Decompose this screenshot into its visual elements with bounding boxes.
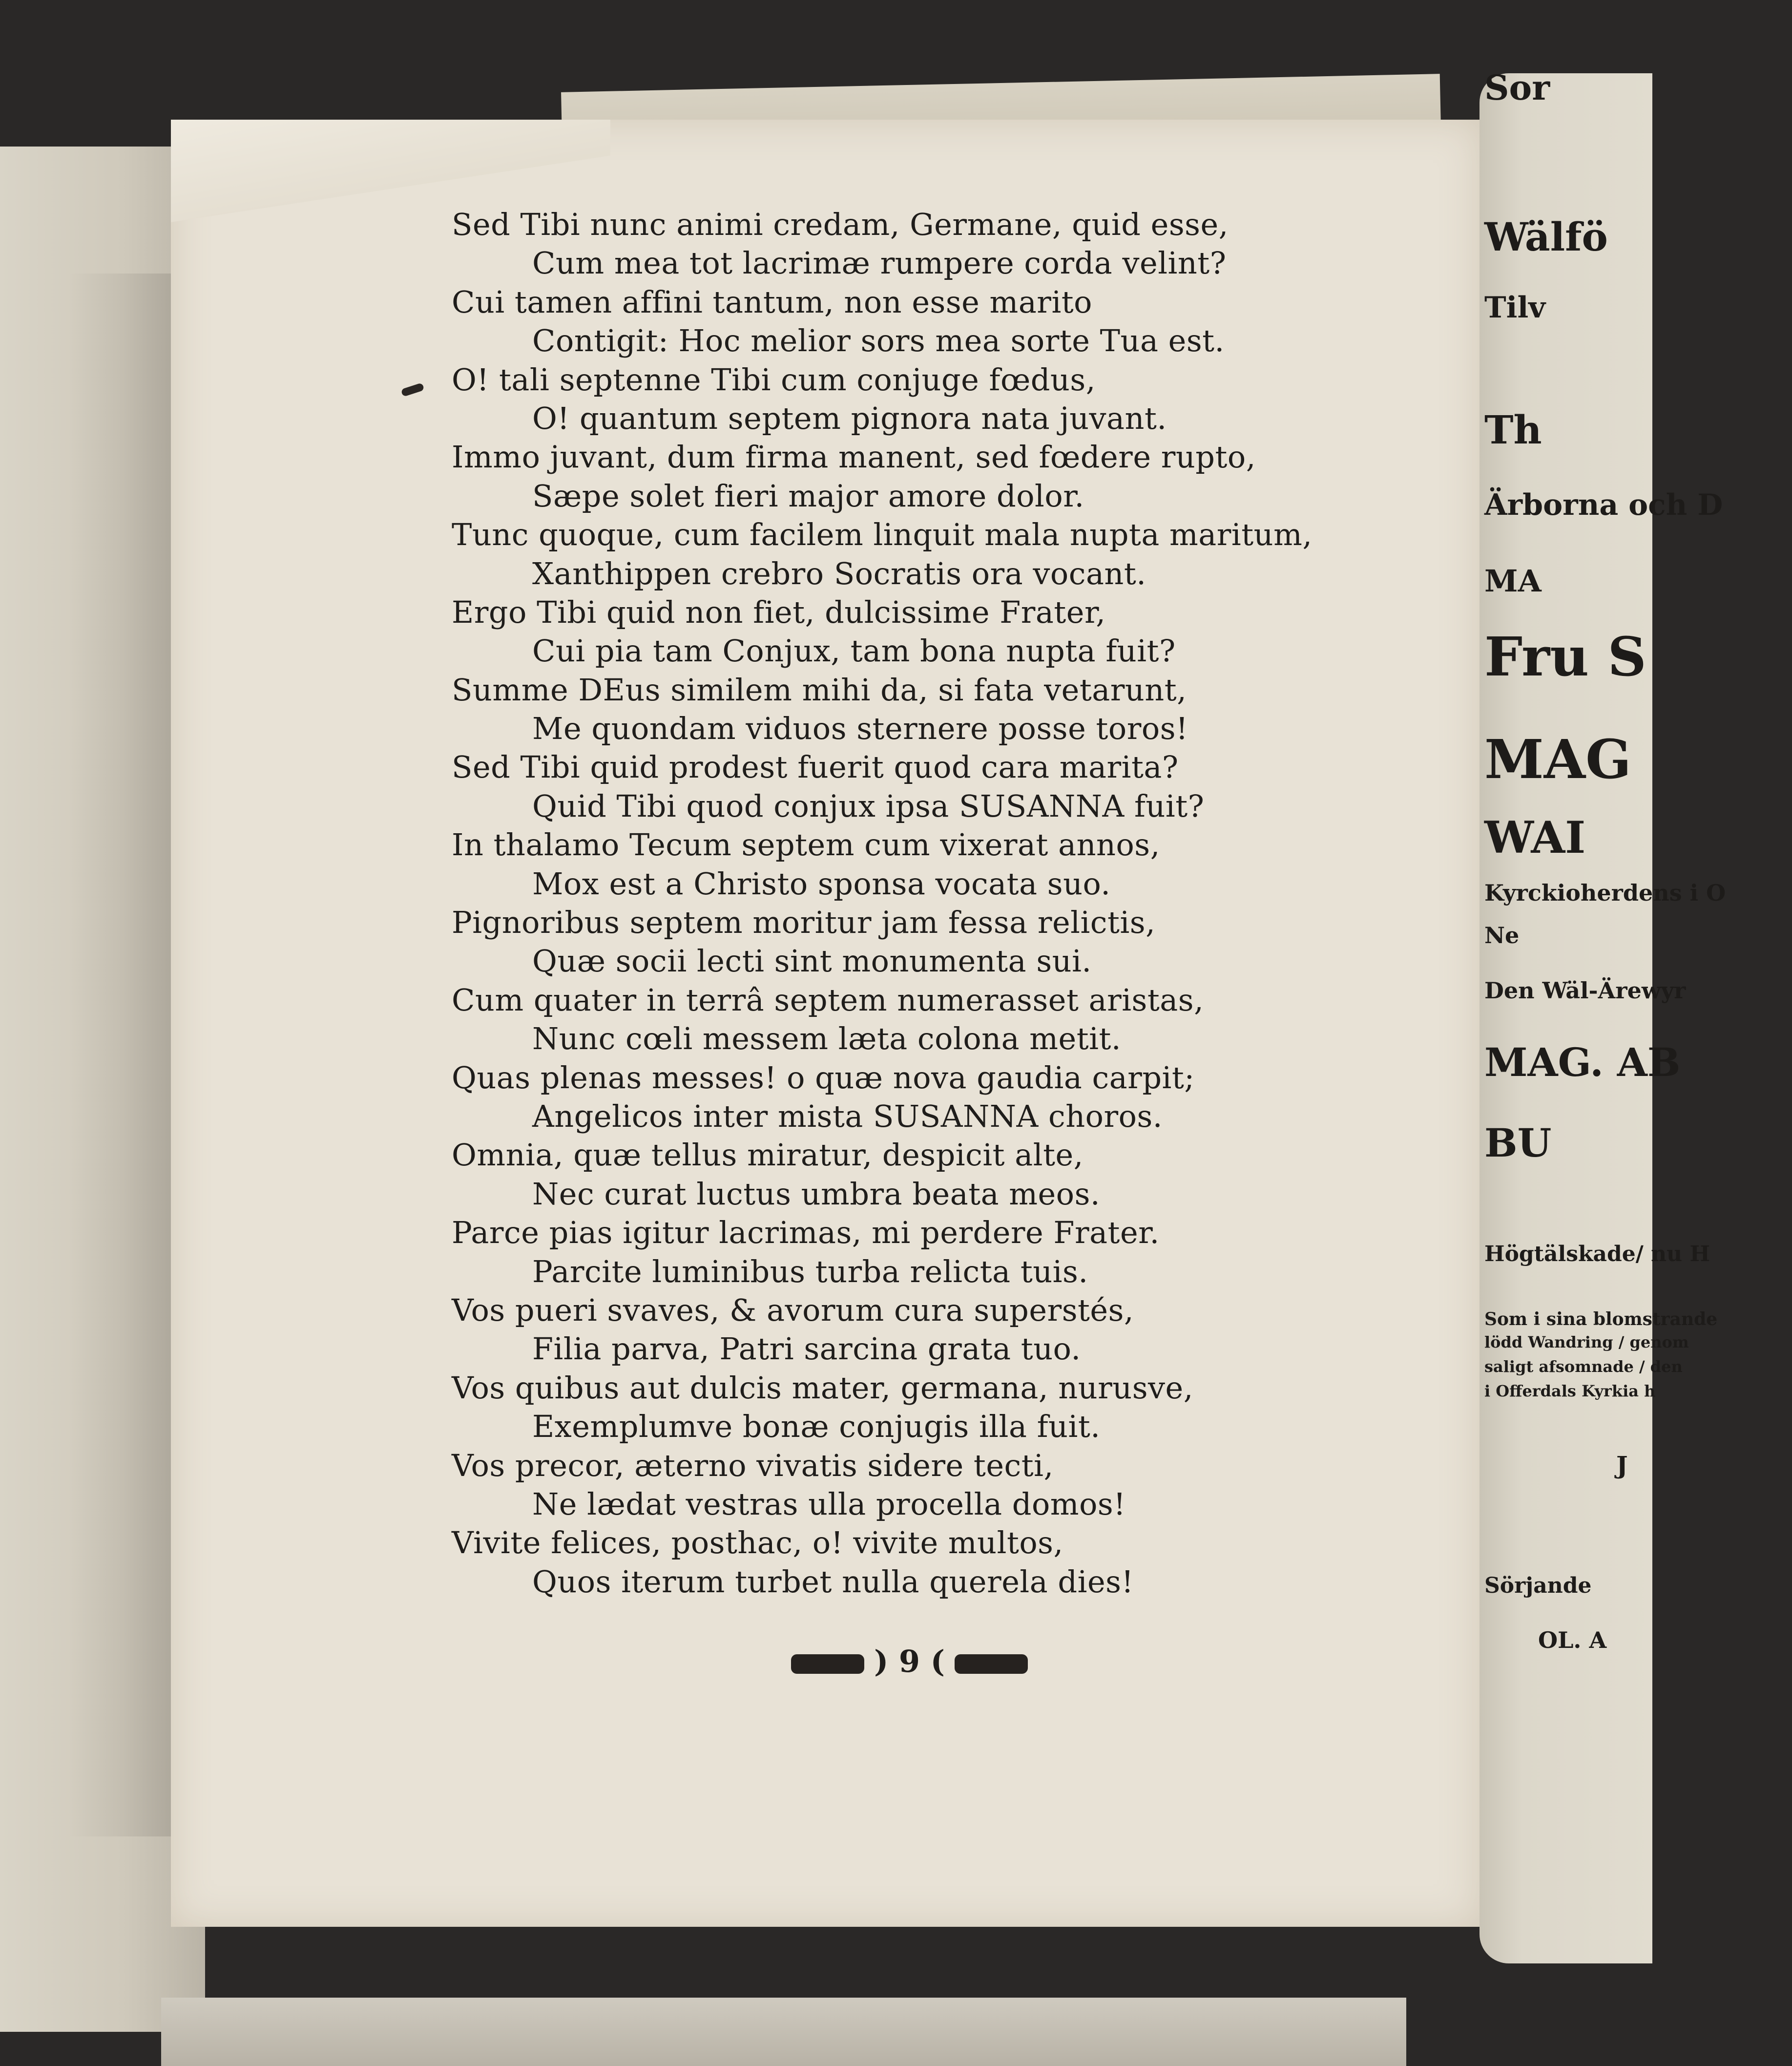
verse-line: Contigit: Hoc melior sors mea sorte Tua est. xyxy=(532,323,1225,359)
left-ornament xyxy=(791,1654,864,1674)
verse-line: Parcite luminibus turba relicta tuis. xyxy=(532,1253,1088,1289)
verse-line: Mox est a Christo sponsa vocata suo. xyxy=(532,865,1111,902)
right-page-line: i Offerdals Kyrkia h xyxy=(1484,1382,1656,1400)
right-page-line: Fru S xyxy=(1484,625,1646,688)
right-page-line: Ne xyxy=(1484,922,1520,949)
verse-line: Vos precor, æterno vivatis sidere tecti, xyxy=(452,1447,1054,1483)
right-page-line: Som i sina blomstrande xyxy=(1484,1309,1718,1329)
verse-line: Immo juvant, dum firma manent, sed fœdere rupto, xyxy=(452,439,1256,475)
right-page-line: MA xyxy=(1484,563,1542,599)
verse-line: Summe DEus similem mihi da, si fata vetarunt, xyxy=(452,672,1187,708)
right-page-line: lödd Wandring / genom xyxy=(1484,1333,1689,1351)
verse-line: Exemplumve bonæ conjugis illa fuit. xyxy=(532,1409,1101,1445)
verse-line: O! tali septenne Tibi cum conjuge fœdus, xyxy=(452,361,1096,398)
verse-line: Sæpe solet fieri major amore dolor. xyxy=(532,478,1084,514)
poem-text xyxy=(452,205,1428,1601)
folio-text: ) 9 ( xyxy=(874,1644,945,1679)
right-page-line: J xyxy=(1616,1451,1628,1479)
right-page-line: WAI xyxy=(1484,812,1586,864)
right-ornament xyxy=(955,1654,1028,1674)
verse-line: Nunc cœli messem læta colona metit. xyxy=(532,1021,1122,1057)
right-page-line: Högtälskade/ nu H xyxy=(1484,1242,1710,1266)
page-number-folio xyxy=(781,1644,1038,1679)
right-page-line: Wälfö xyxy=(1484,214,1608,260)
verse-line: In thalamo Tecum septem cum vixerat annos, xyxy=(452,827,1160,863)
verse-line: Omnia, quæ tellus miratur, despicit alte, xyxy=(452,1137,1084,1173)
verse-line: Vos pueri svaves, & avorum cura superstés, xyxy=(452,1292,1134,1328)
verse-line: Sed Tibi quid prodest fuerit quod cara marita? xyxy=(452,749,1179,785)
right-page-line: MAG. AB xyxy=(1484,1039,1681,1085)
verse-line: Cui tamen affini tantum, non esse marito xyxy=(452,284,1093,320)
right-page-line: OL. A xyxy=(1538,1627,1607,1653)
verse-line: Nec curat luctus umbra beata meos. xyxy=(532,1176,1101,1212)
verse-line: Quæ socii lecti sint monumenta sui. xyxy=(532,943,1092,979)
verse-line: Quid Tibi quod conjux ipsa SUSANNA fuit? xyxy=(532,788,1205,824)
right-book-title-page xyxy=(1479,67,1726,1963)
verse-line: Me quondam viduos sternere posse toros! xyxy=(532,711,1188,747)
verse-line: Sed Tibi nunc animi credam, Germane, quid esse, xyxy=(452,207,1229,242)
verse-line: Pignoribus septem moritur jam fessa relictis, xyxy=(452,905,1156,941)
right-page-line: BU xyxy=(1484,1120,1552,1166)
right-page-line: Sor xyxy=(1484,67,1550,108)
right-page-line: Tilv xyxy=(1484,291,1546,325)
verse-line: Filia parva, Patri sarcina grata tuo. xyxy=(532,1331,1081,1367)
lower-page-edges xyxy=(161,1998,1406,2066)
right-page-line: Sörjande xyxy=(1484,1573,1592,1598)
right-page-line: saligt afsomnade / den xyxy=(1484,1357,1683,1376)
verse-line: O! quantum septem pignora nata juvant. xyxy=(532,400,1167,436)
verse-line: Vivite felices, posthac, o! vivite multos, xyxy=(452,1525,1063,1561)
verse-line: Cui pia tam Conjux, tam bona nupta fuit? xyxy=(532,633,1176,669)
right-page-line: Ärborna och D xyxy=(1484,488,1723,522)
verse-line: Quos iterum turbet nulla querela dies! xyxy=(532,1563,1134,1600)
verse-line: Tunc quoque, cum facilem linquit mala nupta maritum, xyxy=(452,517,1313,553)
verse-line: Parce pias igitur lacrimas, mi perdere Frater. xyxy=(452,1215,1160,1251)
verse-line: Quas plenas messes! o quæ nova gaudia carpit; xyxy=(452,1059,1195,1096)
verse-line: Cum mea tot lacrimæ rumpere corda velint? xyxy=(532,245,1227,281)
right-page-line: Den Wäl-Ärewyr xyxy=(1484,977,1686,1004)
verse-line: Cum quater in terrâ septem numerasset aristas, xyxy=(452,982,1204,1018)
verse-line: Vos quibus aut dulcis mater, germana, nurusve, xyxy=(452,1370,1193,1406)
verse-line: Xanthippen crebro Socratis ora vocant. xyxy=(532,555,1146,591)
verse-line: Ne lædat vestras ulla procella domos! xyxy=(532,1486,1126,1522)
right-page-line: Kyrckioherdens i O xyxy=(1484,880,1726,906)
verse-line: Ergo Tibi quid non fiet, dulcissime Frater, xyxy=(452,594,1106,630)
verse-line: Angelicos inter mista SUSANNA choros. xyxy=(532,1098,1163,1134)
right-page-line: Th xyxy=(1484,407,1542,453)
right-page-line: MAG xyxy=(1484,728,1632,791)
